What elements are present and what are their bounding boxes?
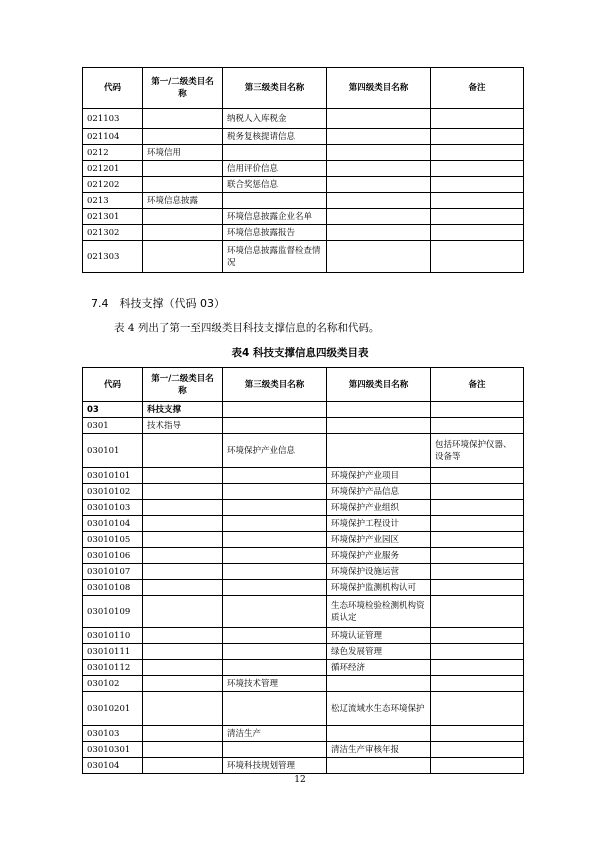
- cell-code: 021104: [83, 129, 143, 145]
- cell-note: [431, 484, 524, 500]
- cell-level4: [327, 434, 431, 468]
- cell-level12: [143, 692, 223, 726]
- cell-level3: [223, 692, 327, 726]
- table-row: [83, 129, 524, 145]
- page-number: 12: [294, 775, 306, 785]
- cell-level4: 环境认证管理: [327, 628, 431, 644]
- cell-note: [431, 468, 524, 484]
- table-header-row: [83, 368, 524, 402]
- cell-code: 03: [83, 402, 143, 418]
- section-heading: 7.4 科技支撑（代码 03）: [91, 297, 225, 310]
- cell-level12: [143, 644, 223, 660]
- cell-code: 03010104: [83, 516, 143, 532]
- header-level4: 第四级类目名称: [327, 368, 431, 402]
- cell-level12: [143, 129, 223, 145]
- cell-code: 021302: [83, 225, 143, 241]
- cell-note: [431, 109, 524, 129]
- cell-level12: [143, 241, 223, 273]
- cell-level3: [223, 402, 327, 418]
- table-row: [83, 726, 524, 742]
- cell-level12: [143, 532, 223, 548]
- cell-level4: 环境保护产业园区: [327, 532, 431, 548]
- cell-code: 021103: [83, 109, 143, 129]
- cell-note: [431, 193, 524, 209]
- header-level3: 第三级类目名称: [223, 68, 327, 109]
- cell-level12: [143, 676, 223, 692]
- cell-note: [431, 532, 524, 548]
- cell-level12: [143, 516, 223, 532]
- cell-note: [431, 580, 524, 596]
- cell-level3: 纳税人入库税金: [223, 109, 327, 129]
- cell-level4: [327, 726, 431, 742]
- table-row: [83, 225, 524, 241]
- cell-level4: 绿色发展管理: [327, 644, 431, 660]
- cell-level4: 环境保护工程设计: [327, 516, 431, 532]
- cell-level3: 税务复核提请信息: [223, 129, 327, 145]
- cell-level4: 松辽流域水生态环境保护: [327, 692, 431, 726]
- cell-level4: [327, 145, 431, 161]
- cell-level4: 环境保护产品信息: [327, 484, 431, 500]
- cell-code: 030104: [83, 758, 143, 774]
- cell-note: [431, 692, 524, 726]
- cell-level3: [223, 500, 327, 516]
- cell-code: 03010111: [83, 644, 143, 660]
- table-row: [83, 500, 524, 516]
- table-row: [83, 692, 524, 726]
- cell-code: 03010106: [83, 548, 143, 564]
- cell-level3: [223, 742, 327, 758]
- cell-level3: [223, 516, 327, 532]
- cell-level4: 循环经济: [327, 660, 431, 676]
- cell-level12: 技术指导: [143, 418, 223, 434]
- cell-note: [431, 145, 524, 161]
- table-row: [83, 484, 524, 500]
- header-code: 代码: [83, 68, 143, 109]
- cell-code: 03010109: [83, 596, 143, 628]
- table-row: [83, 434, 524, 468]
- cell-note: [431, 209, 524, 225]
- table-row: [83, 145, 524, 161]
- cell-code: 03010101: [83, 468, 143, 484]
- cell-level4: 环境保护产业项目: [327, 468, 431, 484]
- cell-note: [431, 516, 524, 532]
- table-row: [83, 644, 524, 660]
- cell-level3: [223, 628, 327, 644]
- tech-support-table: [82, 367, 524, 774]
- cell-level4: [327, 225, 431, 241]
- cell-level3: 环境信息披露报告: [223, 225, 327, 241]
- table-body: [83, 402, 524, 774]
- table-row: [83, 596, 524, 628]
- cell-code: 03010105: [83, 532, 143, 548]
- cell-level3: [223, 564, 327, 580]
- cell-note: [431, 500, 524, 516]
- cell-level3: [223, 484, 327, 500]
- cell-code: 0301: [83, 418, 143, 434]
- table-row: [83, 660, 524, 676]
- cell-level12: [143, 660, 223, 676]
- cell-level4: [327, 177, 431, 193]
- table-row: [83, 241, 524, 273]
- cell-level3: [223, 145, 327, 161]
- cell-level3: [223, 532, 327, 548]
- cell-note: 包括环境保护仪器、设备等: [431, 434, 524, 468]
- table-row: [83, 516, 524, 532]
- cell-level12: [143, 500, 223, 516]
- table-row: [83, 676, 524, 692]
- table-row: [83, 402, 524, 418]
- cell-note: [431, 628, 524, 644]
- header-note: 备注: [431, 368, 524, 402]
- cell-level3: [223, 580, 327, 596]
- cell-level3: 环境信息披露企业名单: [223, 209, 327, 225]
- cell-level12: [143, 225, 223, 241]
- cell-level3: 环境信息披露监督检查情况: [223, 241, 327, 273]
- cell-level4: 环境保护产业服务: [327, 548, 431, 564]
- cell-level12: [143, 580, 223, 596]
- header-level12: 第一/二级类目名称: [143, 368, 223, 402]
- table-header-row: [83, 68, 524, 109]
- cell-level4: [327, 161, 431, 177]
- cell-level4: [327, 129, 431, 145]
- cell-code: 030103: [83, 726, 143, 742]
- cell-note: [431, 726, 524, 742]
- cell-level12: [143, 209, 223, 225]
- cell-note: [431, 548, 524, 564]
- classification-table-continued: [82, 67, 524, 273]
- cell-code: 021201: [83, 161, 143, 177]
- cell-level4: 环境保护设施运营: [327, 564, 431, 580]
- cell-level12: [143, 434, 223, 468]
- table-row: [83, 628, 524, 644]
- cell-note: [431, 758, 524, 774]
- cell-level4: [327, 758, 431, 774]
- table-row: [83, 161, 524, 177]
- cell-level12: [143, 177, 223, 193]
- cell-level12: 环境信息披露: [143, 193, 223, 209]
- cell-code: 0213: [83, 193, 143, 209]
- cell-level12: [143, 726, 223, 742]
- table-row: [83, 548, 524, 564]
- table-row: [83, 109, 524, 129]
- cell-level12: 科技支撑: [143, 402, 223, 418]
- cell-level12: [143, 468, 223, 484]
- table-body: [83, 109, 524, 273]
- cell-level12: [143, 484, 223, 500]
- cell-level3: [223, 660, 327, 676]
- header-level3: 第三级类目名称: [223, 368, 327, 402]
- cell-note: [431, 676, 524, 692]
- cell-level4: [327, 193, 431, 209]
- cell-level3: 环境保护产业信息: [223, 434, 327, 468]
- cell-level4: 生态环境检验检测机构资质认定: [327, 596, 431, 628]
- cell-note: [431, 129, 524, 145]
- cell-note: [431, 742, 524, 758]
- cell-level3: [223, 596, 327, 628]
- cell-code: 03010201: [83, 692, 143, 726]
- table-row: [83, 468, 524, 484]
- cell-level4: [327, 209, 431, 225]
- cell-level3: 信用评价信息: [223, 161, 327, 177]
- cell-level4: 环境保护产业组织: [327, 500, 431, 516]
- cell-level12: [143, 596, 223, 628]
- cell-level12: [143, 564, 223, 580]
- table-row: [83, 758, 524, 774]
- cell-code: 021301: [83, 209, 143, 225]
- cell-code: 03010107: [83, 564, 143, 580]
- header-level4: 第四级类目名称: [327, 68, 431, 109]
- table-row: [83, 418, 524, 434]
- cell-level12: [143, 548, 223, 564]
- cell-note: [431, 644, 524, 660]
- table-row: [83, 580, 524, 596]
- header-code: 代码: [83, 368, 143, 402]
- cell-level3: 清洁生产: [223, 726, 327, 742]
- table-row: [83, 209, 524, 225]
- cell-note: [431, 564, 524, 580]
- cell-level4: 清洁生产审核年报: [327, 742, 431, 758]
- cell-note: [431, 241, 524, 273]
- cell-level3: [223, 644, 327, 660]
- cell-level12: [143, 109, 223, 129]
- table-row: [83, 532, 524, 548]
- cell-level4: [327, 241, 431, 273]
- header-note: 备注: [431, 68, 524, 109]
- cell-code: 021202: [83, 177, 143, 193]
- cell-code: 03010112: [83, 660, 143, 676]
- cell-level3: [223, 193, 327, 209]
- cell-level12: 环境信用: [143, 145, 223, 161]
- cell-level12: [143, 742, 223, 758]
- table-row: [83, 564, 524, 580]
- table-row: [83, 177, 524, 193]
- cell-level3: 联合奖惩信息: [223, 177, 327, 193]
- cell-level3: [223, 418, 327, 434]
- cell-note: [431, 418, 524, 434]
- cell-level4: [327, 109, 431, 129]
- table-row: [83, 193, 524, 209]
- cell-note: [431, 161, 524, 177]
- cell-level3: [223, 468, 327, 484]
- cell-note: [431, 177, 524, 193]
- cell-level4: [327, 402, 431, 418]
- cell-level3: [223, 548, 327, 564]
- cell-code: 03010108: [83, 580, 143, 596]
- cell-code: 030102: [83, 676, 143, 692]
- cell-level3: 环境技术管理: [223, 676, 327, 692]
- cell-code: 021303: [83, 241, 143, 273]
- cell-level12: [143, 758, 223, 774]
- cell-level12: [143, 628, 223, 644]
- cell-code: 03010102: [83, 484, 143, 500]
- table-row: [83, 742, 524, 758]
- table-caption: 表4 科技支撑信息四级类目表: [231, 347, 369, 359]
- cell-code: 03010110: [83, 628, 143, 644]
- cell-code: 0212: [83, 145, 143, 161]
- cell-note: [431, 660, 524, 676]
- cell-code: 030101: [83, 434, 143, 468]
- section-paragraph: 表 4 列出了第一至四级类目科技支撑信息的名称和代码。: [114, 322, 380, 334]
- header-level12: 第一/二级类目名称: [143, 68, 223, 109]
- cell-level4: 环境保护监测机构认可: [327, 580, 431, 596]
- cell-level3: 环境科技规划管理: [223, 758, 327, 774]
- cell-code: 03010103: [83, 500, 143, 516]
- cell-level4: [327, 418, 431, 434]
- cell-level4: [327, 676, 431, 692]
- cell-level12: [143, 161, 223, 177]
- cell-code: 03010301: [83, 742, 143, 758]
- cell-note: [431, 225, 524, 241]
- cell-note: [431, 402, 524, 418]
- cell-note: [431, 596, 524, 628]
